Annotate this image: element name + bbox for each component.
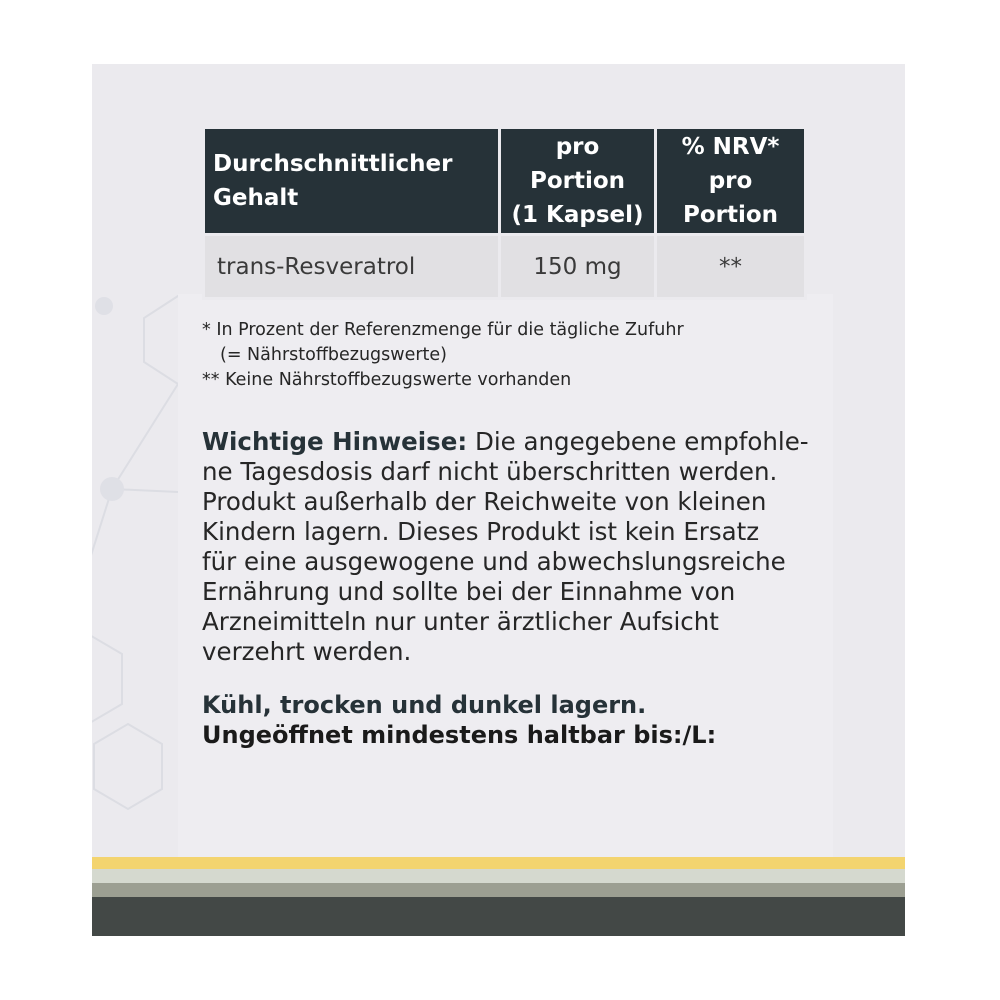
footnote-nrv: * In Prozent der Referenzmenge für die tägliche Zufuhr xyxy=(202,320,684,340)
nutrition-table xyxy=(202,126,807,300)
footnote-nrv-explanation: (= Nährstoffbezugswerte) xyxy=(220,345,448,365)
notes-line-4: Kindern lagern. Dieses Produkt ist kein Ersatz xyxy=(202,517,760,546)
stripe-light xyxy=(92,869,905,883)
stripe-yellow xyxy=(92,857,905,869)
footnotes xyxy=(202,318,684,393)
notes-line-6: Ernährung und sollte bei der Einnahme von xyxy=(202,577,736,606)
notes-heading: Wichtige Hinweise: xyxy=(202,427,468,456)
stripe-dark xyxy=(92,897,905,936)
header-average-content: Durchschnittlicher Gehalt xyxy=(204,128,500,235)
notes-line-8: verzehrt werden. xyxy=(202,637,412,666)
notes-line-2: ne Tagesdosis darf nicht überschritten werden. xyxy=(202,457,778,486)
table-row xyxy=(204,235,806,299)
footnote-no-reference: ** Keine Nährstoffbezugswerte vorhanden xyxy=(202,370,572,390)
stripe-mid xyxy=(92,883,905,897)
notes-line-3: Produkt außerhalb der Reichweite von kleinen xyxy=(202,487,767,516)
header-per-portion: pro Portion (1 Kapsel) xyxy=(500,128,656,235)
table-header-row xyxy=(204,128,806,235)
storage-instructions xyxy=(202,690,716,750)
notes-line-7: Arzneimitteln nur unter ärztlicher Aufsicht xyxy=(202,607,719,636)
ingredient-amount: 150 mg xyxy=(500,235,656,299)
notes-line-1: Wichtige Hinweise: Die angegebene empfohle- xyxy=(202,427,809,456)
best-before-label: Ungeöffnet mindestens haltbar bis:/L: xyxy=(202,721,717,749)
notes-line-5: für eine ausgewogene und abwechslungsreiche xyxy=(202,547,786,576)
ingredient-nrv: ** xyxy=(656,235,806,299)
storage-conditions: Kühl, trocken und dunkel lagern. xyxy=(202,691,647,719)
product-label xyxy=(92,64,905,936)
ingredient-name: trans-Resveratrol xyxy=(204,235,500,299)
important-notes xyxy=(202,427,822,667)
header-nrv-per-portion: % NRV* pro Portion xyxy=(656,128,806,235)
